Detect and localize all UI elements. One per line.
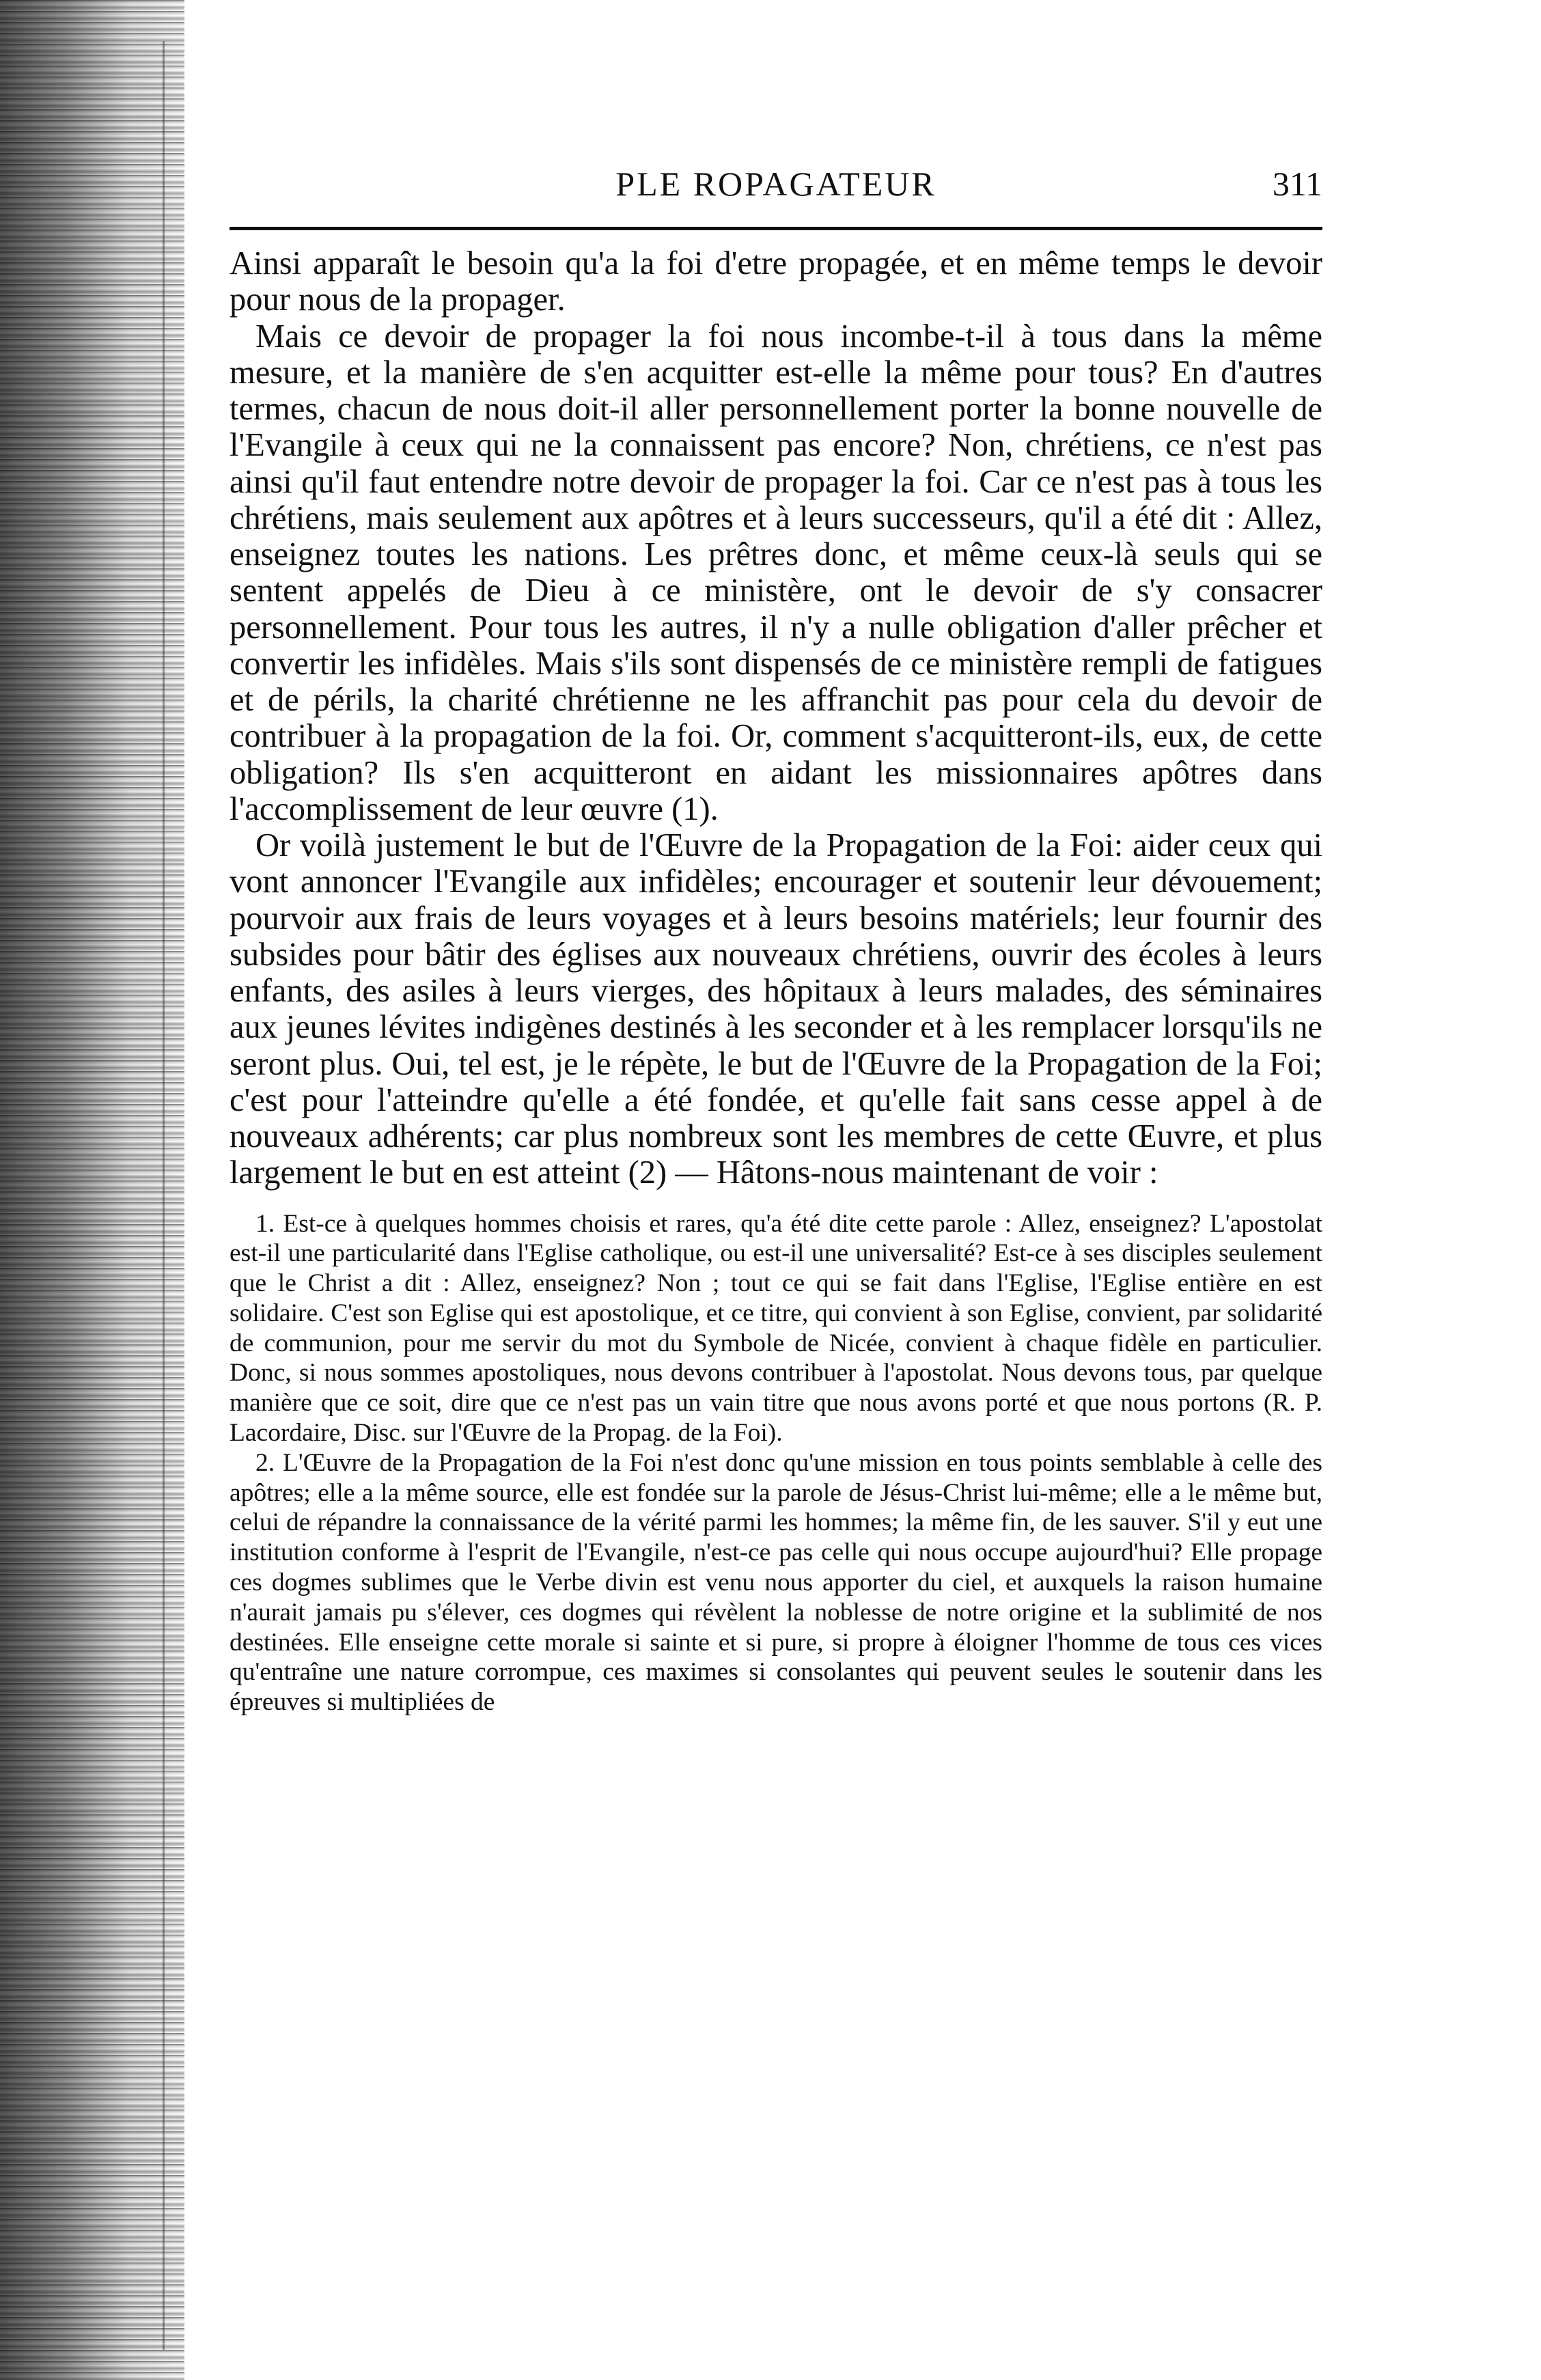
page xyxy=(230,164,1322,1717)
paragraph: Mais ce devoir de propager la foi nous incombe-t-il à tous dans la même mesure, et la manière de s'en acquitter est-elle la même pour tous? En d'autres termes, chacun de nous doit-il aller personnellement porter la bonne nouvelle de l'Evangile à ceux qui ne la connaissent pas encore? Non, chrétiens, ce n'est pas ainsi qu'il faut entendre notre devoir de propager la foi. Car ce n'est pas à tous les chrétiens, mais seulement aux apôtres et à leurs successeurs, qu'il a été dit : Allez, enseignez toutes les nations. Les prêtres donc, et même ceux-là seuls qui se sentent appelés de Dieu à ce ministère, ont le devoir de s'y consacrer personnellement. Pour tous les autres, il n'y a nulle obligation d'aller prêcher et convertir les infidèles. Mais s'ils sont dispensés de ce ministère rempli de fatigues et de périls, la charité chrétienne ne les affranchit pas pour cela du devoir de contribuer à la propagation de la foi. Or, comment s'acquitteront-ils, eux, de cette obligation? Ils s'en acquitteront en aidant les missionnaires apôtres dans l'accomplissement de leur œuvre (1). xyxy=(230,318,1322,827)
paragraph: Ainsi apparaît le besoin qu'a la foi d'etre propagée, et en même temps le devoir pour nous de la propager. xyxy=(230,245,1322,318)
footnote-1: 1. Est-ce à quelques hommes choisis et rares, qu'a été dite cette parole : Allez, enseignez? L'apostolat est-il une particularité dans l'Eglise catholique, ou est-il une universalité? Est-ce à ses disciples seulement que le Christ a dit : Allez, enseignez? Non ; tout ce qui se fait dans l'Eglise, l'Eglise entière en est solidaire. C'est son Eglise qui est apostolique, et ce titre, qui convient à son Eglise, convient, par solidarité de communion, pour me servir du mot du Symbole de Nicée, convient à chaque fidèle en particulier. Donc, si nous sommes apostoliques, nous devons contribuer à l'apostolat. Nous devons tous, par quelque manière que ce soit, dire que ce n'est pas un vain titre que nous avons porté et que nous portons (R. P. Lacordaire, Disc. sur l'Œuvre de la Propag. de la Foi). xyxy=(230,1209,1322,1448)
book-gutter-shadow xyxy=(0,0,184,2380)
page-header xyxy=(230,164,1322,227)
footnotes xyxy=(230,1209,1322,1718)
footnote-2: 2. L'Œuvre de la Propagation de la Foi n'est donc qu'une mission en tous points semblable à celle des apôtres; elle a la même source, elle est fondée sur la parole de Jésus-Christ lui-même; elle a le même but, celui de répandre la connaissance de la vérité parmi les hommes; la même fin, de les sauver. S'il y eut une institution conforme à l'esprit de l'Evangile, n'est-ce pas celle qui nous occupe aujourd'hui? Elle propage ces dogmes sublimes que le Verbe divin est venu nous apporter du ciel, et auxquels la raison humaine n'aurait jamais pu s'élever, ces dogmes qui révèlent la noblesse de notre origine et la sublimité de nos destinées. Elle enseigne cette morale si sainte et si pure, si propre à éloigner l'homme de tous ces vices qu'entraîne une nature corrompue, ces maximes si consolantes qui peuvent seules le soutenir dans les épreuves si multipliées de xyxy=(230,1448,1322,1717)
running-title: PLE ROPAGATEUR xyxy=(615,165,936,203)
page-number: 311 xyxy=(1272,165,1322,203)
main-text xyxy=(230,245,1322,1191)
header-rule xyxy=(230,227,1322,230)
page-edge-line xyxy=(163,41,165,2350)
paragraph: Or voilà justement le but de l'Œuvre de la Propagation de la Foi: aider ceux qui vont annoncer l'Evangile aux infidèles; encourager et soutenir leur dévouement; pourvoir aux frais de leurs voyages et à leurs besoins matériels; leur fournir des subsides pour bâtir des églises aux nouveaux chrétiens, ouvrir des écoles à leurs enfants, des asiles à leurs vierges, des hôpitaux à leurs malades, des séminaires aux jeunes lévites indigènes destinés à les seconder et à les remplacer lorsqu'ils ne seront plus. Oui, tel est, je le répète, le but de l'Œuvre de la Propagation de la Foi; c'est pour l'atteindre qu'elle a été fondée, et qu'elle fait sans cesse appel à de nouveaux adhérents; car plus nombreux sont les membres de cette Œuvre, et plus largement le but en est atteint (2) — Hâtons-nous maintenant de voir : xyxy=(230,827,1322,1191)
